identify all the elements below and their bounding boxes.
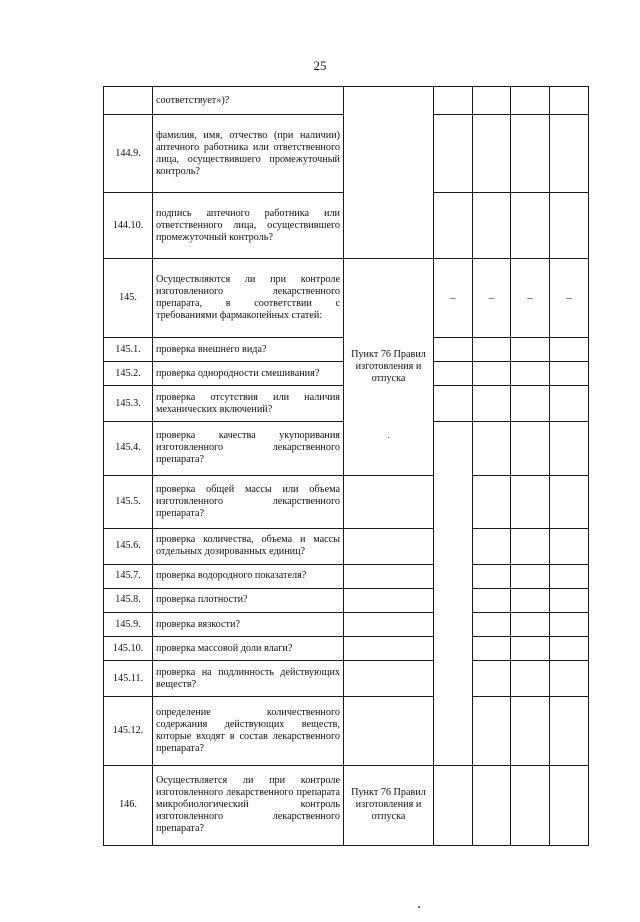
answer-cell: [434, 115, 473, 193]
answer-cell: [473, 661, 511, 697]
answer-cell: [550, 637, 589, 661]
answer-cell: [344, 613, 434, 637]
row-question: фамилия, имя, отчество (при наличии) аптечного работника или ответственного лица, осуществившего промежуточный контроль?: [153, 115, 344, 193]
answer-cell: [511, 637, 550, 661]
dash-mark: –: [511, 258, 550, 337]
row-question: проверка внешнего вида?: [153, 337, 344, 361]
answer-cell: [344, 697, 434, 765]
answer-cell: [550, 422, 589, 475]
row-question: соответствует»)?: [153, 87, 344, 115]
answer-cell: [473, 422, 511, 475]
answer-cell: [344, 661, 434, 697]
row-question: проверка однородности смешивания?: [153, 362, 344, 386]
row-number: 145.6.: [104, 528, 153, 564]
row-number: 145.2.: [104, 362, 153, 386]
answer-cell: [550, 765, 589, 845]
answer-cell: [550, 475, 589, 528]
table-row: [104, 765, 589, 845]
table-row: [104, 475, 589, 528]
dash-mark: –: [434, 258, 473, 337]
row-number: 145.4.: [104, 422, 153, 475]
answer-cell: [550, 564, 589, 588]
table-row: [104, 528, 589, 564]
answer-cell: [344, 528, 434, 564]
table-row: [104, 564, 589, 588]
row-question: проверка отсутствия или наличия механических включений?: [153, 386, 344, 422]
answer-cell: [550, 337, 589, 361]
row-question: проверка качества укупоривания изготовленного лекарственного препарата?: [153, 422, 344, 475]
row-number: 145.10.: [104, 637, 153, 661]
table-row: [104, 637, 589, 661]
answer-cell: [511, 193, 550, 258]
table-row: [104, 661, 589, 697]
answer-cell: [511, 422, 550, 475]
answer-cell: [473, 475, 511, 528]
row-question: проверка общей массы или объема изготовленного лекарственного препарата?: [153, 475, 344, 528]
row-number: 145.1.: [104, 337, 153, 361]
table-row: [104, 87, 589, 115]
answer-cell: [511, 87, 550, 115]
answer-cell: [473, 337, 511, 361]
row-question: определение количественного содержания действующих веществ, которые входят в состав лекарственного препарата?: [153, 697, 344, 765]
answer-cell: [511, 115, 550, 193]
dash-mark: –: [473, 258, 511, 337]
row-number: 145.: [104, 258, 153, 337]
row-number: 145.12.: [104, 697, 153, 765]
row-question: проверка массовой доли влаги?: [153, 637, 344, 661]
answer-cell: [550, 697, 589, 765]
row-number: 145.9.: [104, 613, 153, 637]
answer-cell: [344, 475, 434, 528]
row-question: проверка плотности?: [153, 588, 344, 612]
answer-cell: [473, 697, 511, 765]
answer-cell: [344, 588, 434, 612]
answer-cell: [511, 362, 550, 386]
row-number: [104, 87, 153, 115]
row-number: 145.5.: [104, 475, 153, 528]
table-row: [104, 697, 589, 765]
checklist-table: [103, 86, 588, 846]
answer-cell: [434, 362, 473, 386]
answer-cell: [473, 115, 511, 193]
answer-cell: [473, 362, 511, 386]
answer-cell: [344, 637, 434, 661]
page-number: 25: [313, 58, 327, 73]
answer-cell: [550, 588, 589, 612]
table-row: [104, 588, 589, 612]
row-number: 145.11.: [104, 661, 153, 697]
answer-cell: [473, 588, 511, 612]
answer-cell: [511, 613, 550, 637]
row-question: Осуществляются ли при контроле изготовленного лекарственного препарата, в соответствии с требованиями фармакопейных статей:: [153, 258, 344, 337]
answer-cell: [511, 475, 550, 528]
answer-cell: [550, 613, 589, 637]
row-question: проверка водородного показателя?: [153, 564, 344, 588]
answer-cell: [473, 386, 511, 422]
answer-cell: [550, 193, 589, 258]
answer-cell: [473, 528, 511, 564]
answer-cell: [550, 528, 589, 564]
answer-cell: [473, 193, 511, 258]
answer-cell: [511, 528, 550, 564]
row-number: 145.3.: [104, 386, 153, 422]
answer-cell: [550, 661, 589, 697]
table-row: [104, 613, 589, 637]
answer-cell: [550, 362, 589, 386]
answer-cell: [511, 765, 550, 845]
answer-cell: [473, 765, 511, 845]
answer-cell: [550, 115, 589, 193]
dash-mark: –: [550, 258, 589, 337]
answer-cell: [434, 193, 473, 258]
answer-cell: [511, 337, 550, 361]
answer-cell: [511, 564, 550, 588]
answer-cell: [434, 87, 473, 115]
reference-cell-empty: [344, 87, 434, 259]
reference-cell: Пункт 76 Правил изготовления и отпуска: [344, 258, 434, 475]
answer-cell: [473, 637, 511, 661]
table-row: [104, 258, 589, 337]
answer-cell: [511, 697, 550, 765]
row-number: 146.: [104, 765, 153, 845]
answer-cell: [434, 337, 473, 361]
row-number: 144.9.: [104, 115, 153, 193]
answer-cell: [473, 564, 511, 588]
answer-cell: [550, 87, 589, 115]
answer-cell: [434, 386, 473, 422]
row-number: 145.8.: [104, 588, 153, 612]
answer-cell: [511, 588, 550, 612]
reference-cell: Пункт 76 Правил изготовления и отпуска: [344, 765, 434, 845]
row-question: проверка на подлинность действующих веществ?: [153, 661, 344, 697]
answer-cell: [473, 613, 511, 637]
row-number: 144.10.: [104, 193, 153, 258]
row-question: подпись аптечного работника или ответственного лица, осуществившего промежуточный контроль?: [153, 193, 344, 258]
row-question: проверка количества, объема и массы отдельных дозированных единиц?: [153, 528, 344, 564]
reference-cell-empty: [434, 422, 473, 765]
scan-speck: [418, 906, 420, 908]
scan-speck: [388, 437, 389, 438]
row-question: Осуществляется ли при контроле изготовленного лекарственного препарата микробиологический контроль изготовленного лекарственного препарата?: [153, 765, 344, 845]
answer-cell: [473, 87, 511, 115]
answer-cell: [511, 661, 550, 697]
answer-cell: [511, 386, 550, 422]
answer-cell: [434, 765, 473, 845]
row-number: 145.7.: [104, 564, 153, 588]
answer-cell: [344, 564, 434, 588]
answer-cell: [550, 386, 589, 422]
row-question: проверка вязкости?: [153, 613, 344, 637]
